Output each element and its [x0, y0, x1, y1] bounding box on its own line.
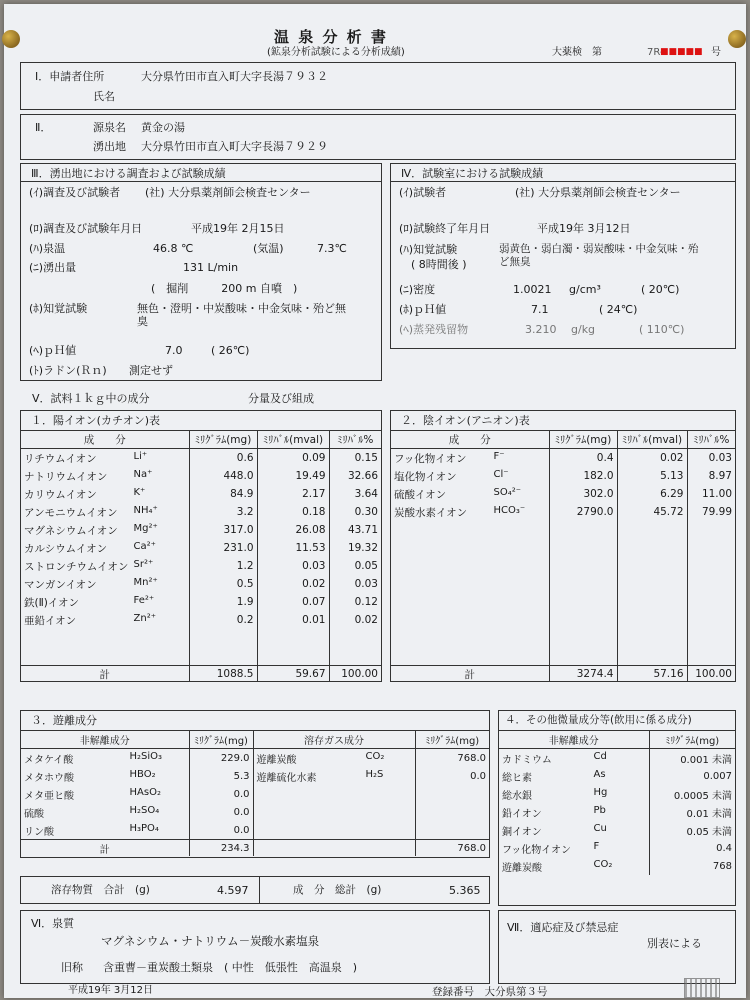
survey-date-value: 平成19年 2月15日: [191, 222, 285, 235]
component-name: メタケイ酸: [24, 754, 74, 766]
component-name: 硫酸イオン: [394, 488, 447, 501]
components-total-label: 成 分 総計 (g): [293, 884, 382, 896]
source-name-label: 源泉名: [93, 121, 126, 134]
cation-mg: 0.5: [189, 575, 257, 593]
cation-row: [21, 557, 381, 575]
component-name: マンガンイオン: [24, 578, 97, 591]
density-label: (ﾆ)密度: [399, 283, 436, 296]
pushpin-icon: [2, 30, 20, 48]
applicant-section: [20, 62, 736, 110]
lab-sensory-value: 弱黄色・弱白濁・弱炭酸味・中金気味・殆: [499, 243, 699, 255]
spring-quality-section: [20, 910, 490, 984]
flow-rate-label: (ﾆ)湧出量: [29, 261, 77, 274]
gas-header: 溶存ガス成分: [253, 731, 415, 749]
nonionized-mg: 0.0: [189, 821, 253, 840]
trace-row: [499, 785, 735, 803]
lab-ph-label: (ﾎ)ｐＨ値: [399, 303, 447, 316]
survey-date-label: (ﾛ)調査及び試験年月日: [29, 222, 143, 235]
trace-row: [499, 839, 735, 857]
free-component-row: [21, 803, 489, 821]
trace-row: [499, 857, 735, 875]
anion-header-mg: ﾐﾘｸﾞﾗﾑ(mg): [549, 431, 617, 449]
free-components-panel: [20, 710, 490, 858]
trace-row: [499, 821, 735, 839]
anion-header-name: 成 分: [391, 431, 549, 449]
component-name: メタ亜ヒ酸: [24, 790, 74, 802]
cation-row: [21, 575, 381, 593]
chemical-symbol: Na⁺: [133, 468, 153, 480]
cation-mval: 2.17: [257, 485, 329, 503]
field-ph-temp: ( 26℃): [211, 344, 250, 357]
cation-header-name: 成 分: [21, 431, 189, 449]
anion-total-mg: 3274.4: [549, 666, 617, 683]
density-value: 1.0021: [513, 283, 552, 296]
cation-header-pct: ﾐﾘﾊﾞﾙ%: [329, 431, 381, 449]
component-name: アンモニウムイオン: [24, 506, 118, 519]
free-total-label: 計: [21, 840, 189, 857]
cation-row: [21, 449, 381, 468]
free-components-table: [21, 730, 489, 856]
cation-mg: 0.6: [189, 449, 257, 468]
dissolved-total-value: 4.597: [217, 884, 249, 897]
anion-empty-row: [391, 647, 735, 666]
chemical-symbol: Ca²⁺: [133, 540, 156, 552]
section-2-label: Ⅱ．: [35, 121, 52, 134]
anion-mval: 45.72: [617, 503, 687, 521]
cation-mg: 231.0: [189, 539, 257, 557]
free-component-row: [21, 749, 489, 768]
chemical-symbol: NH₄⁺: [133, 504, 158, 516]
chemical-symbol: H₂S: [365, 768, 384, 780]
cation-row: [21, 539, 381, 557]
cation-table: [21, 430, 381, 682]
spring-location: 大分県竹田市直入町大字長湯７９２９: [141, 140, 328, 153]
evaporation-residue-value: 3.210: [525, 323, 557, 336]
cation-total-pct: 100.00: [329, 666, 381, 683]
density-unit: g/cm³: [569, 283, 601, 296]
chemical-symbol: HCO₃⁻: [493, 504, 526, 516]
anion-empty-row: [391, 575, 735, 593]
flow-rate-value: 131 L/min: [183, 261, 239, 274]
trace-mg: 0.4: [649, 839, 735, 857]
trace-row: [499, 749, 735, 768]
nonionized-header: 非解離成分: [21, 731, 189, 749]
applicant-address-label: Ⅰ．申請者住所: [35, 70, 105, 83]
cation-pct: 0.03: [329, 575, 381, 593]
spring-quality-label: Ⅵ．泉質: [31, 917, 75, 930]
totals-panel: [20, 876, 490, 904]
document-subtitle: (鉱泉分析試験による分析成績): [267, 47, 405, 58]
anion-empty-row: [391, 557, 735, 575]
trace-mg: 0.01 未満: [649, 803, 735, 821]
lab-test-section: [390, 163, 736, 349]
cation-mg: 3.2: [189, 503, 257, 521]
anion-empty-row: [391, 611, 735, 629]
trace-name: 総水銀: [502, 790, 532, 802]
trace-name: 銅イオン: [502, 826, 542, 838]
anion-empty-row: [391, 521, 735, 539]
cation-mval: 26.08: [257, 521, 329, 539]
anion-pct: 8.97: [687, 467, 735, 485]
chemical-symbol: Hg: [593, 786, 608, 798]
chemical-symbol: HBO₂: [129, 768, 156, 780]
air-temp-label: (気温): [253, 242, 284, 255]
issue-date: 平成19年 3月12日: [68, 985, 153, 996]
pushpin-icon: [728, 30, 746, 48]
anion-title: ２．陰イオン(アニオン)表: [401, 414, 530, 427]
trace-row: [499, 803, 735, 821]
analysis-document: [4, 4, 746, 998]
gas-name: 遊離硫化水素: [256, 772, 317, 784]
chemical-symbol: CO₂: [593, 858, 613, 870]
cation-pct: 43.71: [329, 521, 381, 539]
cation-panel: [20, 410, 382, 682]
anion-row: [391, 485, 735, 503]
cation-mval: 0.03: [257, 557, 329, 575]
chemical-symbol: K⁺: [133, 486, 146, 498]
lab-ph-value: 7.1: [531, 303, 549, 316]
cation-header-mg: ﾐﾘｸﾞﾗﾑ(mg): [189, 431, 257, 449]
old-name-value: 含重曹－重炭酸土類泉 ( 中性 低張性 高温泉 ): [103, 961, 358, 974]
free-component-row: [21, 785, 489, 803]
component-name: ナトリウムイオン: [24, 470, 108, 483]
chemical-symbol: Sr²⁺: [133, 558, 154, 570]
spring-temp-label: (ﾊ)泉温: [29, 242, 66, 255]
chemical-symbol: HAsO₂: [129, 786, 161, 798]
chemical-symbol: Cl⁻: [493, 468, 509, 480]
anion-empty-row: [391, 629, 735, 647]
cation-pct: 3.64: [329, 485, 381, 503]
chemical-symbol: As: [593, 768, 606, 780]
cation-mg: 84.9: [189, 485, 257, 503]
component-name: カリウムイオン: [24, 488, 97, 501]
nonionized-mg: 5.3: [189, 767, 253, 785]
chemical-symbol: Cu: [593, 822, 607, 834]
field-sensory-value-cont: 臭: [137, 315, 148, 328]
cation-mg: 448.0: [189, 467, 257, 485]
chemical-symbol: CO₂: [365, 750, 385, 762]
evaporation-residue-unit: g/kg: [571, 323, 596, 336]
doc-number-suffix: 号: [711, 47, 721, 58]
trace-name: 総ヒ素: [502, 772, 532, 784]
seal-stamp-icon: [684, 978, 720, 998]
field-ph-label: (ﾍ)ｐＨ値: [29, 344, 77, 357]
anion-pct: 11.00: [687, 485, 735, 503]
cation-pct: 0.02: [329, 611, 381, 629]
anion-table: [391, 430, 735, 682]
radon-value: 測定せず: [129, 364, 173, 377]
anion-pct: 79.99: [687, 503, 735, 521]
trace-name: フッ化物イオン: [502, 844, 571, 856]
cation-pct: 19.32: [329, 539, 381, 557]
chemical-symbol: Fe²⁺: [133, 594, 155, 606]
field-sensory-label: (ﾎ)知覚試験: [29, 302, 88, 315]
chemical-symbol: SO₄²⁻: [493, 486, 522, 498]
chemical-symbol: H₂SiO₃: [129, 750, 163, 762]
chemical-symbol: Mn²⁺: [133, 576, 158, 588]
anion-empty-row: [391, 593, 735, 611]
components-total-value: 5.365: [449, 884, 481, 897]
registration-number: 登録番号 大分県第３号: [432, 986, 548, 998]
lab-ph-temp: ( 24℃): [599, 303, 638, 316]
lab-test-title: Ⅳ．試験室における試験成績: [401, 167, 544, 180]
anion-panel: [390, 410, 736, 682]
cation-mval: 0.01: [257, 611, 329, 629]
radon-label: (ﾄ)ラドン(Ｒｎ): [29, 364, 107, 377]
anion-mval: 6.29: [617, 485, 687, 503]
free-component-row: [21, 767, 489, 785]
chemical-symbol: H₃PO₄: [129, 822, 159, 834]
trace-name: カドミウム: [502, 754, 552, 766]
free-component-row: [21, 821, 489, 840]
surveyor-value: (社) 大分県薬剤師会検査センター: [145, 186, 311, 199]
lab-sensory-value-cont: ど無臭: [499, 256, 531, 268]
anion-empty-row: [391, 539, 735, 557]
doc-number: 7R-: [647, 47, 664, 58]
source-section: [20, 114, 736, 160]
component-name: メタホウ酸: [24, 772, 74, 784]
indications-value: 別表による: [647, 937, 702, 950]
trace-header-mg: ﾐﾘｸﾞﾗﾑ(mg): [649, 731, 735, 749]
cation-row: [21, 593, 381, 611]
source-name: 黄金の湯: [141, 121, 185, 134]
component-name: 塩化物イオン: [394, 470, 457, 483]
cation-header-mval: ﾐﾘﾊﾞﾙ(mval): [257, 431, 329, 449]
field-ph-value: 7.0: [165, 344, 183, 357]
doc-number-prefix: 大薬検 第: [552, 47, 602, 58]
anion-pct: 0.03: [687, 449, 735, 468]
anion-total-pct: 100.00: [687, 666, 735, 683]
evaporation-residue-temp: ( 110℃): [639, 323, 685, 336]
component-name: ストロンチウムイオン: [24, 560, 129, 573]
trace-name: 鉛イオン: [502, 808, 542, 820]
nonionized-total: 234.3: [189, 840, 253, 857]
trace-name: 遊離炭酸: [502, 862, 542, 874]
component-name: 亜鉛イオン: [24, 614, 77, 627]
cation-mval: 0.18: [257, 503, 329, 521]
cation-pct: 0.15: [329, 449, 381, 468]
field-survey-title: Ⅲ．湧出地における調査および試験成績: [31, 167, 226, 180]
component-name: リン酸: [24, 826, 54, 838]
trace-mg: 768: [649, 857, 735, 875]
spring-quality-value: マグネシウム・ナトリウム－炭酸水素塩泉: [101, 934, 320, 948]
anion-mg: 182.0: [549, 467, 617, 485]
anion-mg: 302.0: [549, 485, 617, 503]
cation-mval: 19.49: [257, 467, 329, 485]
cation-pct: 32.66: [329, 467, 381, 485]
cation-row: [21, 521, 381, 539]
trace-panel: [498, 710, 736, 906]
gas-name: 遊離炭酸: [256, 754, 297, 766]
chemical-symbol: Mg²⁺: [133, 522, 158, 534]
gas-mg-header: ﾐﾘｸﾞﾗﾑ(mg): [415, 731, 489, 749]
chemical-symbol: F: [593, 840, 600, 852]
components-subtitle: 分量及び組成: [248, 392, 314, 405]
drilling-info: ( 掘削 200 m 自噴 ): [151, 282, 298, 295]
component-name: マグネシウムイオン: [24, 524, 118, 537]
cation-mg: 317.0: [189, 521, 257, 539]
trace-mg: 0.05 未満: [649, 821, 735, 839]
cation-row: [21, 485, 381, 503]
component-name: 炭酸水素イオン: [394, 506, 468, 519]
anion-mg: 2790.0: [549, 503, 617, 521]
component-name: カルシウムイオン: [24, 542, 108, 555]
anion-header-mval: ﾐﾘﾊﾞﾙ(mval): [617, 431, 687, 449]
gas-mg: 768.0: [415, 749, 489, 768]
trace-row: [499, 767, 735, 785]
cation-pct: 0.30: [329, 503, 381, 521]
anion-row: [391, 467, 735, 485]
chemical-symbol: H₂SO₄: [129, 804, 160, 816]
chemical-symbol: Cd: [593, 750, 607, 762]
red-stamp-icon: ■■■■■: [660, 47, 703, 57]
chemical-symbol: Zn²⁺: [133, 612, 156, 624]
nonionized-mg: 0.0: [189, 803, 253, 821]
cation-mval: 0.09: [257, 449, 329, 468]
cation-row: [21, 503, 381, 521]
cation-empty-row: [21, 629, 381, 647]
anion-header-pct: ﾐﾘﾊﾞﾙ%: [687, 431, 735, 449]
anion-total-mval: 57.16: [617, 666, 687, 683]
cation-total-mval: 59.67: [257, 666, 329, 683]
surveyor-label: (ｲ)調査及び試験者: [29, 186, 121, 199]
trace-table: [499, 730, 735, 875]
evaporation-residue-label: (ﾍ)蒸発残留物: [399, 323, 469, 336]
anion-total-label: 計: [391, 666, 549, 683]
field-sensory-value: 無色・澄明・中炭酸味・中金気味・殆ど無: [137, 302, 346, 315]
cation-mg: 0.2: [189, 611, 257, 629]
gas-mg: 0.0: [415, 767, 489, 785]
free-components-title: ３．遊離成分: [31, 714, 97, 727]
cation-empty-row: [21, 647, 381, 666]
trace-header-name: 非解離成分: [499, 731, 649, 749]
density-temp: ( 20℃): [641, 283, 680, 296]
anion-row: [391, 449, 735, 468]
chemical-symbol: Pb: [593, 804, 606, 816]
chemical-symbol: F⁻: [493, 450, 505, 462]
nonionized-mg-header: ﾐﾘｸﾞﾗﾑ(mg): [189, 731, 253, 749]
component-name: 鉄(Ⅱ)イオン: [24, 596, 80, 609]
indications-label: Ⅶ．適応症及び禁忌症: [507, 921, 619, 934]
tester-value: (社) 大分県薬剤師会検査センター: [515, 186, 681, 199]
air-temp-value: 7.3℃: [317, 242, 347, 255]
cation-mg: 1.2: [189, 557, 257, 575]
trace-mg: 0.0005 未満: [649, 785, 735, 803]
trace-mg: 0.001 未満: [649, 749, 735, 768]
field-survey-section: [20, 163, 382, 381]
old-name-label: 旧称: [61, 961, 83, 974]
indications-section: [498, 910, 736, 984]
test-end-date-value: 平成19年 3月12日: [537, 222, 631, 235]
lab-sensory-label: (ﾊ)知覚試験: [399, 243, 458, 256]
anion-row: [391, 503, 735, 521]
component-name: フッ化物イオン: [394, 452, 467, 465]
cation-pct: 0.05: [329, 557, 381, 575]
trace-mg: 0.007: [649, 767, 735, 785]
components-title: Ⅴ．試料１ｋｇ中の成分: [32, 392, 150, 405]
spring-temp-value: 46.8 ℃: [153, 242, 194, 255]
trace-title: ４．その他微量成分等(飲用に係る成分): [505, 714, 692, 726]
nonionized-mg: 0.0: [189, 785, 253, 803]
spring-location-label: 湧出地: [93, 140, 126, 153]
cation-mval: 11.53: [257, 539, 329, 557]
cation-total-label: 計: [21, 666, 189, 683]
nonionized-mg: 229.0: [189, 749, 253, 768]
applicant-address: 大分県竹田市直入町大字長湯７９３２: [141, 70, 328, 83]
cation-row: [21, 467, 381, 485]
anion-mg: 0.4: [549, 449, 617, 468]
cation-mg: 1.9: [189, 593, 257, 611]
chemical-symbol: Li⁺: [133, 450, 148, 462]
anion-mval: 5.13: [617, 467, 687, 485]
applicant-name-label: 氏名: [93, 90, 115, 103]
test-end-date-label: (ﾛ)試験終了年月日: [399, 222, 491, 235]
lab-sensory-time: ( 8時間後 ): [411, 258, 467, 271]
anion-mval: 0.02: [617, 449, 687, 468]
cation-title: １．陽イオン(カチオン)表: [31, 414, 161, 427]
cation-pct: 0.12: [329, 593, 381, 611]
component-name: リチウムイオン: [24, 452, 97, 465]
dissolved-total-label: 溶存物質 合計 (g): [51, 884, 150, 896]
cation-mval: 0.07: [257, 593, 329, 611]
document-title: 温 泉 分 析 書: [274, 28, 388, 46]
cation-mval: 0.02: [257, 575, 329, 593]
cation-total-mg: 1088.5: [189, 666, 257, 683]
cation-row: [21, 611, 381, 629]
tester-label: (ｲ)試験者: [399, 186, 447, 199]
gas-total: 768.0: [415, 840, 489, 857]
component-name: 硫酸: [24, 808, 44, 820]
